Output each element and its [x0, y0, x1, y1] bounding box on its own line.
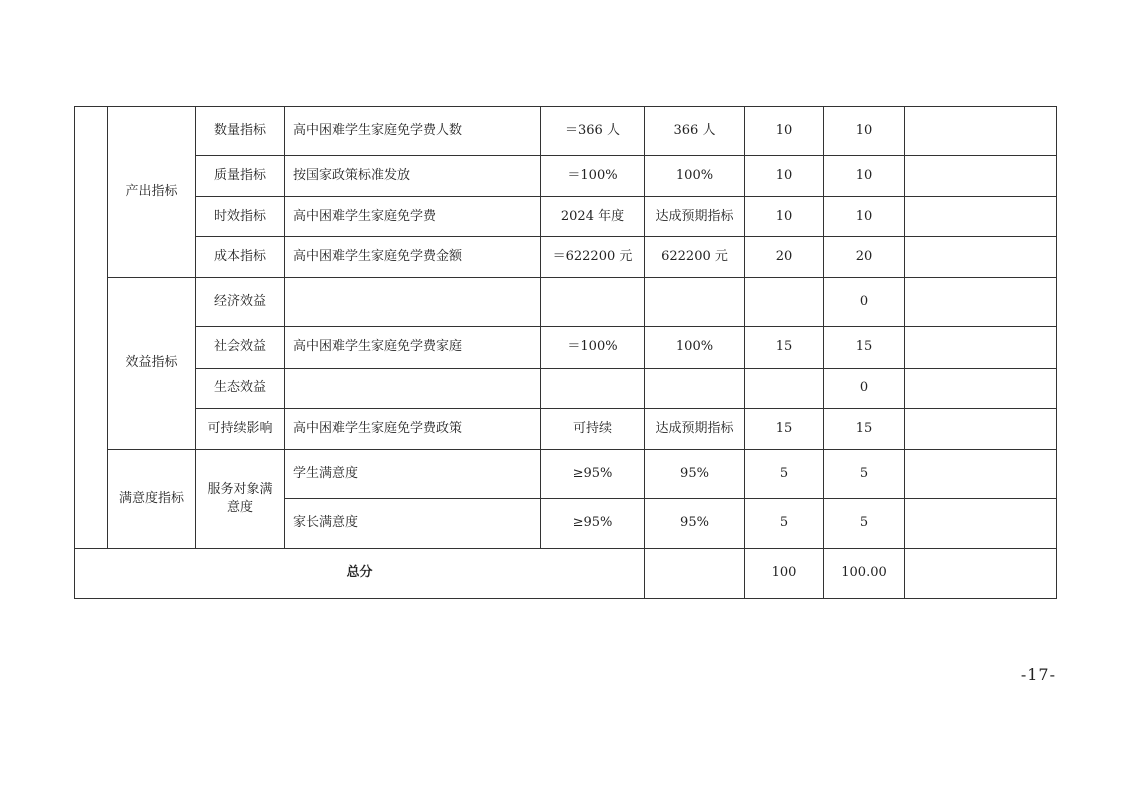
target-value: ＝366 人	[541, 107, 645, 156]
actual-value: 622200 元	[645, 237, 745, 278]
note-cell	[905, 278, 1057, 327]
indicator-name	[285, 368, 541, 408]
level3-cell: 成本指标	[196, 237, 285, 278]
level3-cell: 生态效益	[196, 368, 285, 408]
score-value: 10	[824, 156, 905, 197]
actual-value	[645, 278, 745, 327]
total-actual	[645, 548, 745, 598]
indicator-name: 家长满意度	[285, 498, 541, 548]
weight-value	[745, 278, 824, 327]
score-value: 5	[824, 449, 905, 498]
score-value: 10	[824, 107, 905, 156]
level2-cell: 产出指标	[108, 107, 196, 278]
score-value: 15	[824, 408, 905, 449]
indicator-name: 高中困难学生家庭免学费人数	[285, 107, 541, 156]
indicator-name: 学生满意度	[285, 449, 541, 498]
level3-cell: 数量指标	[196, 107, 285, 156]
score-value: 15	[824, 327, 905, 368]
table-row	[75, 156, 1057, 197]
weight-value: 10	[745, 197, 824, 237]
total-label: 总分	[75, 548, 645, 598]
target-value: ≥95%	[541, 449, 645, 498]
level3-cell: 质量指标	[196, 156, 285, 197]
note-cell	[905, 408, 1057, 449]
actual-value: 95%	[645, 449, 745, 498]
table-row	[75, 107, 1057, 156]
actual-value: 达成预期指标	[645, 197, 745, 237]
total-weight: 100	[745, 548, 824, 598]
level3-cell: 可持续影响	[196, 408, 285, 449]
actual-value: 100%	[645, 156, 745, 197]
level1-cell	[75, 107, 108, 549]
total-row	[75, 548, 1057, 598]
level3-cell: 服务对象满意度	[196, 449, 285, 548]
target-value: ＝100%	[541, 327, 645, 368]
level3-cell: 时效指标	[196, 197, 285, 237]
actual-value: 366 人	[645, 107, 745, 156]
weight-value: 10	[745, 107, 824, 156]
indicator-name: 高中困难学生家庭免学费金额	[285, 237, 541, 278]
target-value: 2024 年度	[541, 197, 645, 237]
target-value: ＝622200 元	[541, 237, 645, 278]
note-cell	[905, 327, 1057, 368]
note-cell	[905, 107, 1057, 156]
note-cell	[905, 498, 1057, 548]
total-score: 100.00	[824, 548, 905, 598]
target-value: 可持续	[541, 408, 645, 449]
table-row	[75, 197, 1057, 237]
indicator-name: 高中困难学生家庭免学费政策	[285, 408, 541, 449]
level3-cell: 经济效益	[196, 278, 285, 327]
target-value: ≥95%	[541, 498, 645, 548]
target-value: ＝100%	[541, 156, 645, 197]
target-value	[541, 368, 645, 408]
weight-value	[745, 368, 824, 408]
weight-value: 20	[745, 237, 824, 278]
target-value	[541, 278, 645, 327]
level2-cell: 满意度指标	[108, 449, 196, 548]
table-row	[75, 278, 1057, 327]
note-cell	[905, 156, 1057, 197]
weight-value: 5	[745, 498, 824, 548]
page-number: -17-	[1020, 665, 1056, 684]
score-value: 10	[824, 197, 905, 237]
indicator-name: 高中困难学生家庭免学费	[285, 197, 541, 237]
actual-value	[645, 368, 745, 408]
score-value: 0	[824, 278, 905, 327]
note-cell	[905, 368, 1057, 408]
performance-indicator-table	[74, 106, 1057, 599]
weight-value: 10	[745, 156, 824, 197]
weight-value: 5	[745, 449, 824, 498]
table-row	[75, 237, 1057, 278]
score-value: 0	[824, 368, 905, 408]
level2-cell: 效益指标	[108, 278, 196, 449]
actual-value: 达成预期指标	[645, 408, 745, 449]
table-row	[75, 449, 1057, 498]
table-row	[75, 327, 1057, 368]
note-cell	[905, 449, 1057, 498]
actual-value: 100%	[645, 327, 745, 368]
indicator-name: 高中困难学生家庭免学费家庭	[285, 327, 541, 368]
total-note	[905, 548, 1057, 598]
note-cell	[905, 197, 1057, 237]
table-row	[75, 408, 1057, 449]
score-value: 20	[824, 237, 905, 278]
note-cell	[905, 237, 1057, 278]
actual-value: 95%	[645, 498, 745, 548]
level3-cell: 社会效益	[196, 327, 285, 368]
indicator-name	[285, 278, 541, 327]
weight-value: 15	[745, 327, 824, 368]
weight-value: 15	[745, 408, 824, 449]
score-value: 5	[824, 498, 905, 548]
indicator-name: 按国家政策标准发放	[285, 156, 541, 197]
table-row	[75, 368, 1057, 408]
